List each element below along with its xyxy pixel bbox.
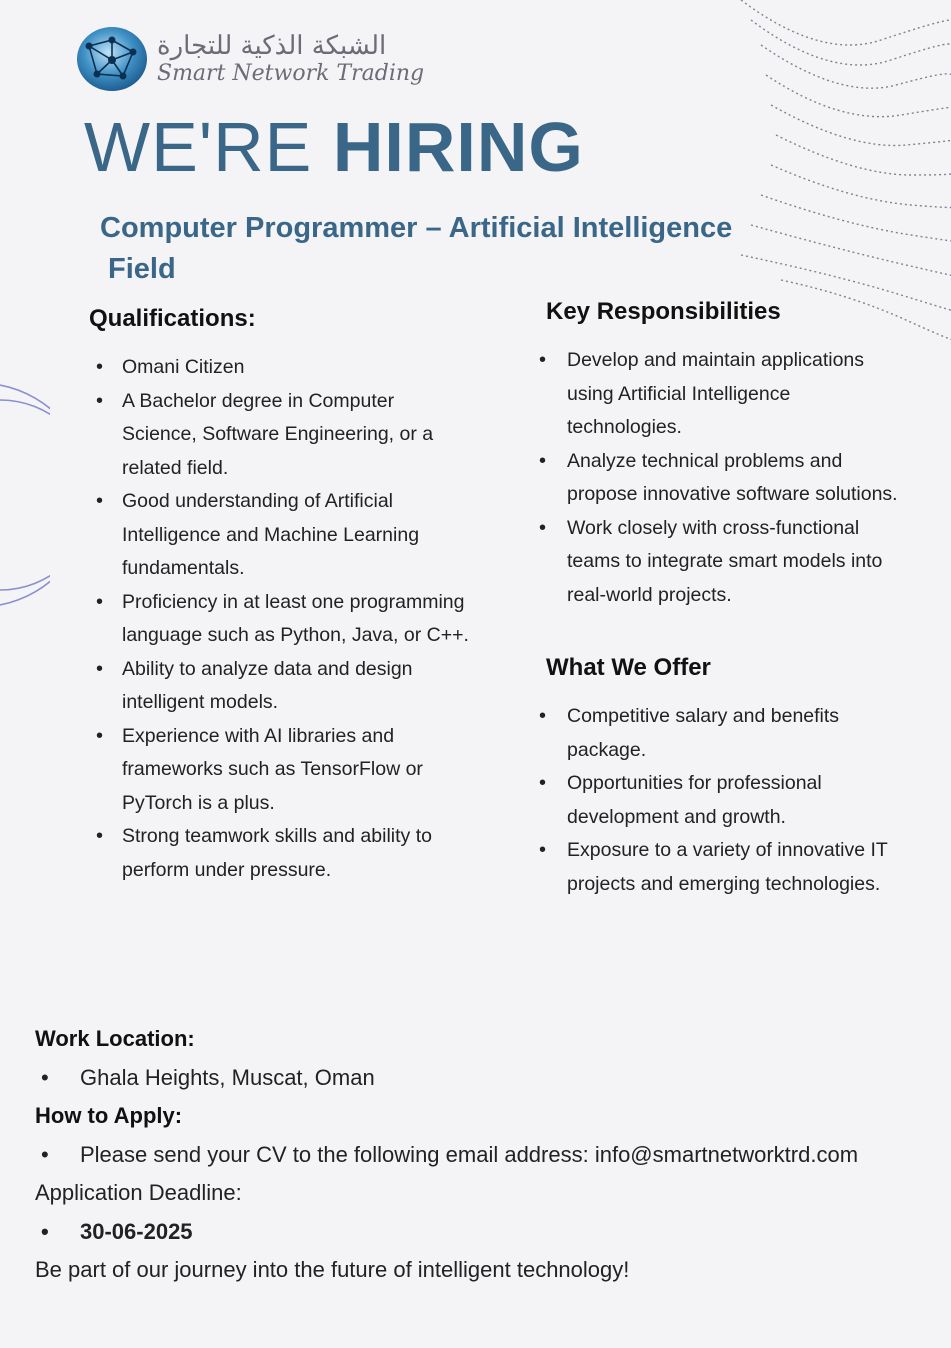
list-item: • Competitive salary and benefits package. [546, 700, 906, 767]
job-title-line2: Field [108, 253, 176, 285]
list-item: • Analyze technical problems and propose innovative software solutions. [546, 445, 906, 512]
hero-bold: HIRING [332, 108, 584, 186]
list-item: • Develop and maintain applications using Artificial Intelligence technologies. [546, 344, 906, 445]
right-column [546, 298, 906, 901]
list-item: • Experience with AI libraries and frameworks such as TensorFlow or PyTorch is a plus. [89, 720, 469, 821]
application-info [35, 1020, 945, 1290]
offer-heading: What We Offer [546, 654, 711, 681]
company-logo [75, 22, 424, 96]
logo-arabic-text: الشبكة الذكية للتجارة [157, 31, 387, 61]
list-item: • Opportunities for professional development and growth. [546, 767, 906, 834]
list-item: • Strong teamwork skills and ability to perform under pressure. [89, 820, 469, 887]
list-item: • Ability to analyze data and design intelligent models. [89, 653, 469, 720]
list-item: • A Bachelor degree in Computer Science, Software Engineering, or a related field. [89, 385, 469, 486]
work-location-value: • Ghala Heights, Muscat, Oman [35, 1059, 945, 1098]
work-location-heading: Work Location: [35, 1026, 195, 1051]
offer-list [546, 700, 906, 901]
how-to-apply-heading: How to Apply: [35, 1103, 183, 1128]
job-title [100, 208, 860, 290]
deadline-label: Application Deadline: [35, 1180, 242, 1205]
logo-english-text: Smart Network Trading [157, 61, 425, 86]
qualifications-section [89, 305, 469, 887]
how-to-apply-value: • Please send your CV to the following email address: info@smartnetworktrd.com [35, 1136, 945, 1175]
list-item: • Good understanding of Artificial Intelligence and Machine Learning fundamentals. [89, 485, 469, 586]
responsibilities-heading: Key Responsibilities [546, 298, 781, 325]
network-globe-icon [75, 22, 149, 96]
responsibilities-list [546, 344, 906, 612]
closing-line: Be part of our journey into the future of intelligent technology! [35, 1257, 630, 1282]
deadline-value: • 30-06-2025 [35, 1213, 945, 1252]
list-item: • Work closely with cross-functional teams to integrate smart models into real-world projects. [546, 512, 906, 613]
decorative-rings [0, 380, 50, 610]
list-item: • Proficiency in at least one programming language such as Python, Java, or C++. [89, 586, 469, 653]
qualifications-heading: Qualifications: [89, 305, 256, 332]
hero-heading [84, 108, 584, 186]
job-title-line1: Computer Programmer – Artificial Intelligence [100, 212, 733, 244]
list-item: • Exposure to a variety of innovative IT projects and emerging technologies. [546, 834, 906, 901]
list-item: • Omani Citizen [89, 351, 469, 385]
hero-light: WE'RE [84, 108, 333, 186]
